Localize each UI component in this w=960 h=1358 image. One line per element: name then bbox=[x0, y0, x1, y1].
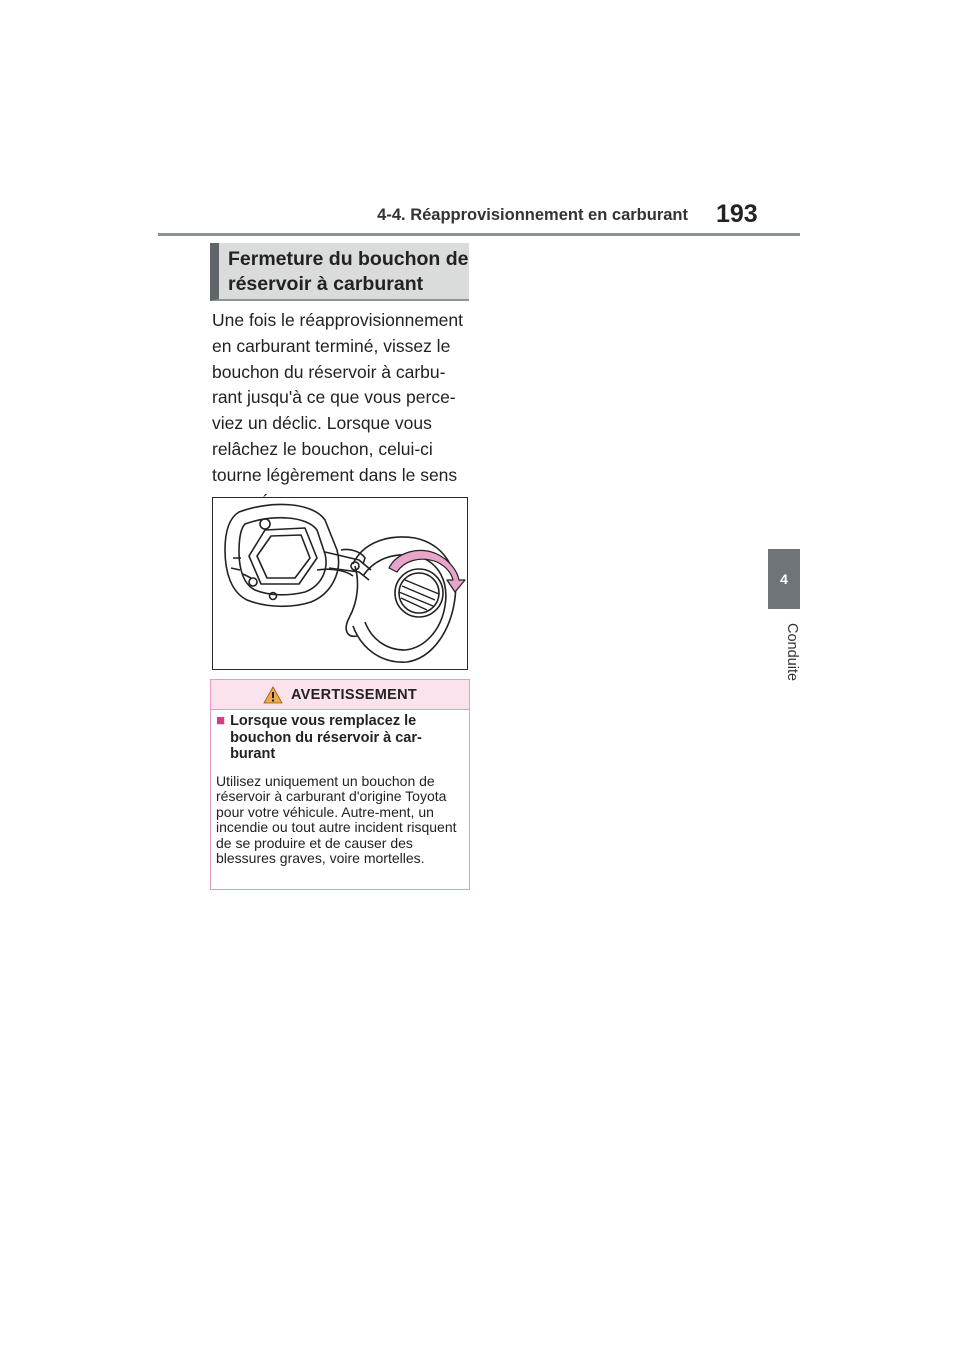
fuel-cap-illustration bbox=[212, 497, 468, 670]
warning-subheading-text: Lorsque vous remplacez le bouchon du réservoir à car-burant bbox=[230, 713, 422, 762]
page-number: 193 bbox=[716, 200, 758, 228]
warning-box bbox=[210, 679, 470, 890]
section-heading: Fermeture du bouchon de réservoir à carburant bbox=[210, 243, 469, 301]
chapter-section-title: 4-4. Réapprovisionnement en carburant bbox=[377, 206, 688, 224]
chapter-tab-number: 4 bbox=[768, 549, 800, 609]
header-divider bbox=[158, 233, 800, 236]
warning-text: Utilisez uniquement un bouchon de réservoir à carburant d'origine Toyota pour votre véhicule. Autre-ment, un incendie ou tout autre incident risquent de se produire et de causer des blessures graves, voire mortelles. bbox=[216, 772, 457, 866]
warning-title: AVERTISSEMENT bbox=[290, 686, 418, 703]
square-bullet-icon: ■ bbox=[216, 712, 226, 729]
warning-header bbox=[211, 680, 469, 710]
warning-subheading bbox=[216, 713, 463, 763]
chapter-tab-label: Conduite bbox=[784, 622, 800, 682]
fuel-door-outline bbox=[225, 504, 339, 606]
warning-triangle-icon bbox=[263, 686, 283, 704]
body-paragraph: Une fois le réapprovisionnement en carburant terminé, vissez le bouchon du réservoir à carbu-rant jusqu'à ce que vous perce-viez un déclic. Lorsque vous relâchez le bouchon, celui-ci tourne légèrement dans le sens bbox=[212, 310, 463, 485]
